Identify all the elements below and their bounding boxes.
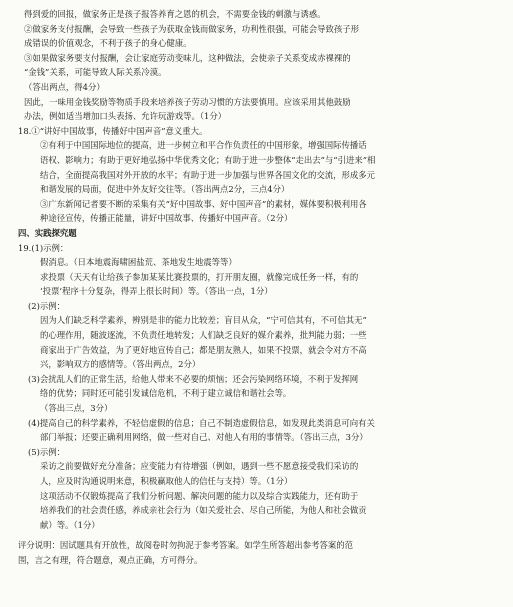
text-line: 络的优势；同时还可能引发诚信危机，不利于建立诚信和谐社会等。 [40, 388, 292, 399]
text-line: 办法，例如适当增加口头表扬、允许玩游戏等。（1分） [24, 111, 227, 122]
text-line: 采访之前要做好充分准备；应变能力有待增强（例如，遇到一些不愿意接受我们采访的 [40, 461, 359, 472]
text-line: 因为人们缺乏科学素养，辨别是非的能力比较差；盲目从众，“宁可信其有，不可信其无” [40, 315, 367, 326]
text-line: 求投票（天天有让给孩子参加某某比赛投票的，打开朋友圈，就像完成任务一样，有的 [40, 271, 359, 282]
text-line: 成错误的价值观念，不利于孩子的身心健康。 [24, 38, 192, 49]
text-line: (5)示例： [28, 446, 65, 457]
text-line: (4)提高自己的科学素养，不轻信虚假的信息；自己不制造虚假信息，如发现此类消息可向有关 [28, 417, 375, 428]
text-line: 结合，全面提高我国对外开放的水平；有助于进一步加强与世界各国文化的交流，形成多元 [40, 169, 375, 180]
text-line: （答出两点，得4分） [24, 81, 105, 92]
text-line: 18.①“讲好中国故事，传播好中国声音”意义重大。 [18, 125, 208, 136]
scoring-note [18, 538, 495, 567]
text-line: 的心理作用，随波逐流，不负责任地转发；人们缺乏良好的媒介素养，批判能力弱；一些 [40, 330, 367, 341]
text-line: 四、实践探究题 [18, 227, 77, 238]
text-line: 兴，影响双方的感情等。（答出两点，2分） [40, 359, 201, 370]
text-line: ③如果做家务要支付报酬，会让家庭劳动变味儿，这种做法，会使亲子关系变成赤裸裸的 [24, 52, 351, 63]
text-line: （答出三点，3分） [40, 403, 113, 414]
text-line: “金钱”关系，可能导致人际关系冷漠。 [24, 67, 167, 78]
text-line: 和谐发展的局面，促进中外友好交往等。（答出两点2分，三点4分） [40, 184, 290, 195]
text-line: 语权、影响力；有助于更好地弘扬中华优秀文化；有助于进一步整体“走出去”与“引进来”相 [40, 154, 376, 165]
scoring-note-line: 评分说明：因试题具有开放性，故阅卷时勿拘泥于参考答案。如学生所答超出参考答案的范 [18, 540, 353, 551]
scoring-note-line: 围，言之有理，符合题意，观点正确，方可得分。 [18, 554, 203, 565]
text-line: 因此，一味用金钱奖励等物质手段来培养孩子劳动习惯的方法要慎用。应该采用其他鼓励 [24, 96, 351, 107]
text-line: 培养我们的社会责任感，养成亲社会行为（如关爱社会、尽自己所能，为他人和社会做贡 [40, 505, 367, 516]
text-line: (3)会扰乱人们的正常生活，给他人带来不必要的烦恼；还会污染网络环境，不利于发挥网 [28, 373, 359, 384]
text-line: ‘投票’程序十分复杂，得弄上很长时间）等。（答出一点，1分） [40, 286, 273, 297]
text-line: 19.(1)示例： [18, 242, 69, 253]
text-line: 这项活动不仅锻炼提高了我们分析问题、解决问题的能力以及综合实践能力，还有助于 [40, 490, 359, 501]
answer-body [18, 7, 495, 532]
text-line: ③广东新闻记者要不断的采集有关“好中国故事、好中国声音”的素材，媒体要积极利用各 [40, 198, 367, 209]
text-line: 得到爱的回报，做家务正是孩子报答养育之恩的机会，不需要金钱的刺激与诱惑。 [24, 9, 326, 19]
text-line: 部门举报；还要正确利用网络，做一些对自己、对他人有用的事情等。（答出三点，3分） [40, 432, 368, 443]
text-line: 人，应及时沟通说明来意，积极赢取他人的信任与支持）等。（1分） [40, 476, 293, 486]
text-line: ②有利于中国国际地位的提高，进一步树立和平合作负责任的中国形象，增强国际传播话 [40, 140, 367, 151]
text-line: 商家出于广告效益，为了更好地宣传自己；都是朋友熟人，如果不投票，就会令对方不高 [40, 344, 367, 355]
text-line: 献）等。（1分） [40, 519, 100, 530]
text-line: (2)示例： [28, 300, 65, 311]
text-line: 假消息。（日本地震海啸困盐荒、茶地发生地震等等） [40, 257, 237, 268]
text-line: 种途径宣传，传播正能量，讲好中国故事、传播好中国声音。（2分） [40, 213, 293, 224]
text-line: ②做家务支付报酬，会导致一些孩子为获取金钱而做家务，功利性很强，可能会导致孩子形 [24, 23, 359, 34]
